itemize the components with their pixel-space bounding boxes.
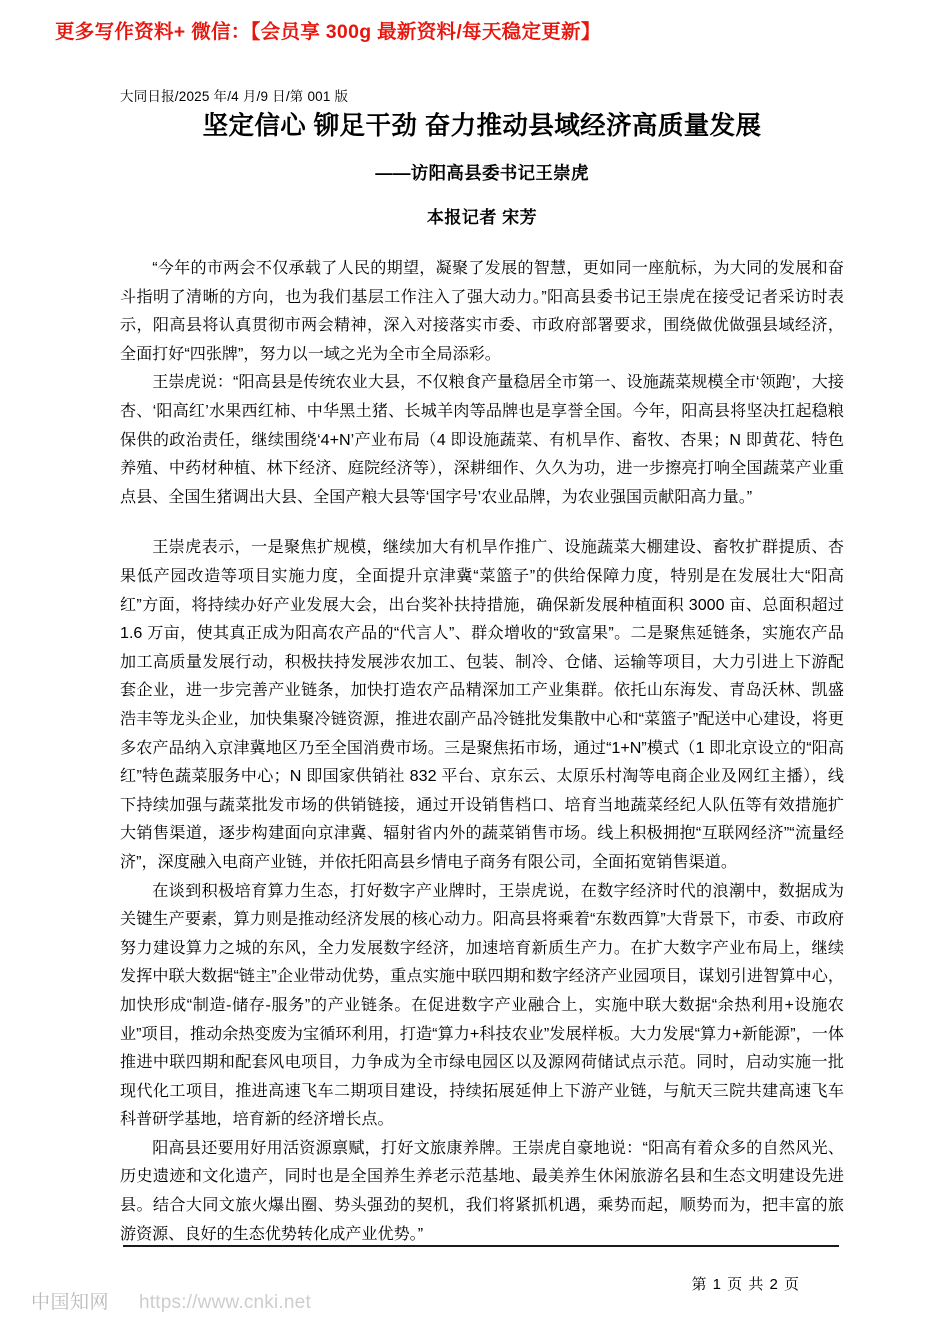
cnki-site-url[interactable]: https://www.cnki.net — [139, 1292, 311, 1313]
cnki-watermark — [31, 1287, 311, 1314]
page-title: 坚定信心 铆足干劲 奋力推动县域经济高质量发展 — [202, 112, 762, 140]
article-paragraph: 王崇虎表示，一是聚焦扩规模，继续加大有机旱作推广、设施蔬菜大棚建设、畜牧扩群提质、杏果低产园改造等项目实施力度，全面提升京津冀“菜篮子”的供给保障力度，特别是在发展壮大“阳高红”方面，将持续办好产业发展大会，出台奖补扶持措施，确保新发展种植面积 3000 亩、总面积超过 1.6 万亩，使其真正成为阳高农产品的“代言人”、群众增收的“致富果”。二是聚焦延链条，实施农产品加工高质量发展行动，积极扶持发展涉农加工、包装、制冷、仓储、运输等项目，大力引进上下游配套企业，进一步完善产业链条，加快打造农产品精深加工产业集群。依托山东海发、青岛沃林、凯盛浩丰等龙头企业，加快集聚冷链资源，推进农副产品冷链批发集散中心和“菜篮子”配送中心建设，将更多农产品纳入京津冀地区乃至全国消费市场。三是聚焦拓市场，通过“1+N”模式（1 即北京设立的“阳高红”特色蔬菜服务中心；N 即国家供销社 832 平台、京东云、太原乐村淘等电商企业及网红主播），线下持续加强与蔬菜批发市场的供销链接，通过开设销售档口、培育当地蔬菜经纪人队伍等有效措施扩大销售渠道，逐步构建面向京津冀、辐射省内外的蔬菜销售市场。线上积极拥抱“互联网经济”“流量经济”，深度融入电商产业链，并依托阳高县乡情电子商务有限公司，全面拓宽销售渠道。 — [120, 538, 844, 871]
cnki-site-name: 中国知网 — [31, 1292, 110, 1313]
article-paragraph: “今年的市两会不仅承载了人民的期望，凝聚了发展的智慧，更如同一座航标，为大同的发展和奋斗指明了清晰的方向，也为我们基层工作注入了强大动力。”阳高县委书记王崇虎在接受记者采访时表示，阳高县将认真贯彻市两会精神，深入对接落实市委、市政府部署要求，围绕做优做强县域经济，全面打好“四张牌”，努力以一域之光为全市全局添彩。 — [120, 259, 844, 363]
article-source-line: 大同日报/2025 年/4 月/9 日/第 001 版 — [120, 89, 349, 104]
promo-banner-text: 更多写作资料+ 微信：【会员享 300g 最新资料/每天稳定更新】 — [55, 21, 601, 43]
article-paragraph: 王崇虎说：“阳高县是传统农业大县，不仅粮食产量稳居全市第一、设施蔬菜规模全市‘领跑’，大接杏、‘阳高红’水果西红柿、中华黑土猪、长城羊肉等品牌也是享誉全国。今年，阳高县将坚决扛起稳粮保供的政治责任，继续围绕‘4+N’产业布局（4 即设施蔬菜、有机旱作、畜牧、杏果；N 即黄花、特色养殖、中药材种植、林下经济、庭院经济等），深耕细作、久久为功，进一步擦亮打响全国蔬菜产业重点县、全国生猪调出大县、全国产粮大县等‘国字号’农业品牌，为农业强国贡献阳高力量。” — [120, 373, 844, 506]
document-page — [120, 88, 844, 1296]
article-paragraph: 在谈到积极培育算力生态，打好数字产业牌时，王崇虎说，在数字经济时代的浪潮中，数据成为关键生产要素，算力则是推动经济发展的核心动力。阳高县将乘着“东数西算”大背景下，市委、市政府努力建设算力之城的东风，全力发展数字经济，加速培育新质生产力。在扩大数字产业布局上，继续发挥中联大数据“链主”企业带动优势，重点实施中联四期和数字经济产业园项目，谋划引进智算中心，加快形成“制造-储存-服务”的产业链条。在促进数字产业融合上，实施中联大数据“余热利用+设施农业”项目，推动余热变废为宝循环利用，打造“算力+科技农业”发展样板。大力发展“算力+新能源”，一体推进中联四期和配套风电项目，力争成为全市绿电园区以及源网荷储试点示范。同时，启动实施一批现代化工项目，推进高速飞车二期项目建设，持续拓展延伸上下游产业链，与航天三院共建高速飞车科普研学基地，培育新的经济增长点。 — [120, 881, 844, 1129]
article-paragraph: 阳高县还要用好用活资源禀赋，打好文旅康养牌。王崇虎自豪地说：“阳高有着众多的自然风光、历史遗迹和文化遗产，同时也是全国养生养老示范基地、最美养生休闲旅游名县和生态文明建设先进县。结合大同文旅火爆出圈、势头强劲的契机，我们将紧抓机遇，乘势而起，顺势而为，把丰富的旅游资源、良好的生态优势转化成产业优势。” — [120, 1138, 844, 1243]
article-subtitle: ——访阳高县委书记王崇虎 — [375, 163, 589, 184]
page-number-footer: 第 1 页 共 2 页 — [691, 1276, 800, 1294]
article-byline: 本报记者 宋芳 — [426, 208, 538, 228]
article-body — [120, 254, 844, 1248]
footer-divider — [123, 1245, 839, 1247]
